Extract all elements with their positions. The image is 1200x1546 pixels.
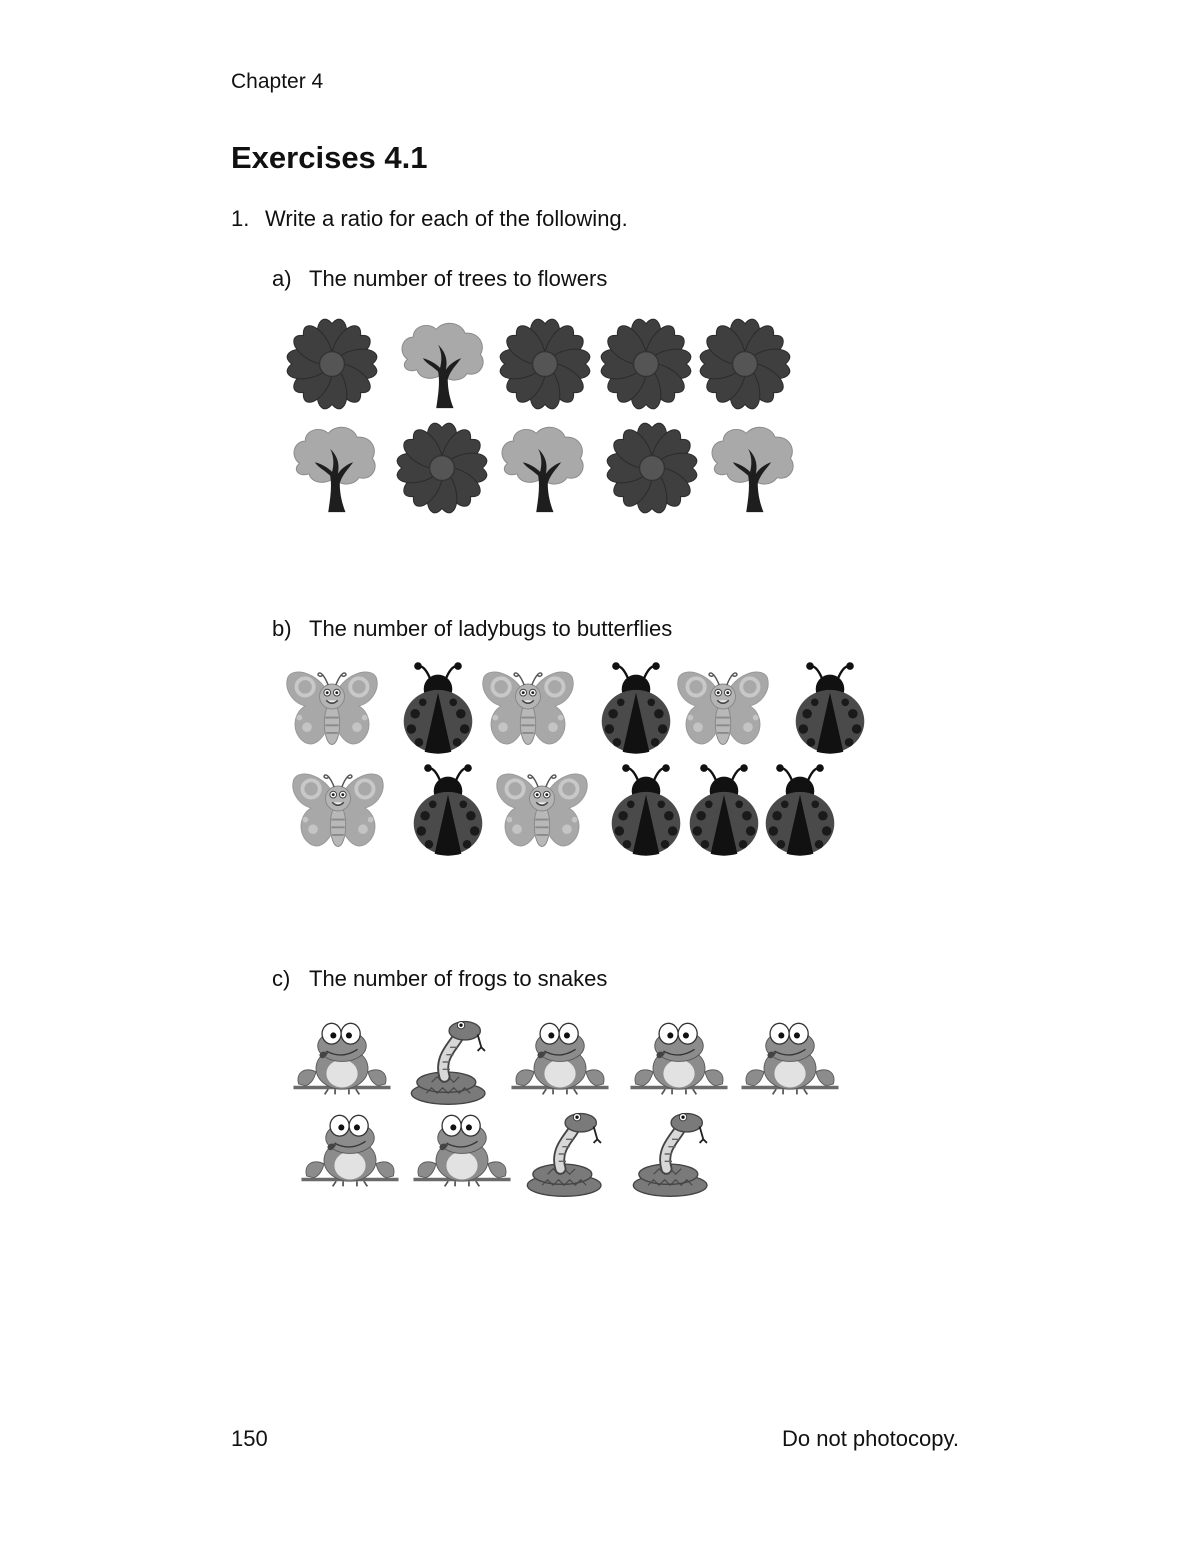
part-b-text: The number of ladybugs to butterflies — [309, 616, 673, 641]
question-number: 1. — [231, 206, 250, 231]
exercise-title: Exercises 4.1 — [231, 140, 428, 175]
question-text: Write a ratio for each of the following. — [265, 206, 628, 231]
part-c-text: The number of frogs to snakes — [309, 966, 608, 991]
part-a-text: The number of trees to flowers — [309, 266, 608, 291]
part-b-prompt — [272, 616, 672, 642]
part-c-label: c) — [272, 966, 291, 991]
chapter-header: Chapter 4 — [231, 70, 324, 93]
question-1 — [231, 206, 628, 232]
part-a-prompt — [272, 266, 607, 292]
part-c-prompt — [272, 966, 607, 992]
page-number: 150 — [231, 1426, 268, 1451]
part-a-label: a) — [272, 266, 292, 291]
part-b-label: b) — [272, 616, 292, 641]
copyright-notice: Do not photocopy. — [782, 1426, 959, 1451]
